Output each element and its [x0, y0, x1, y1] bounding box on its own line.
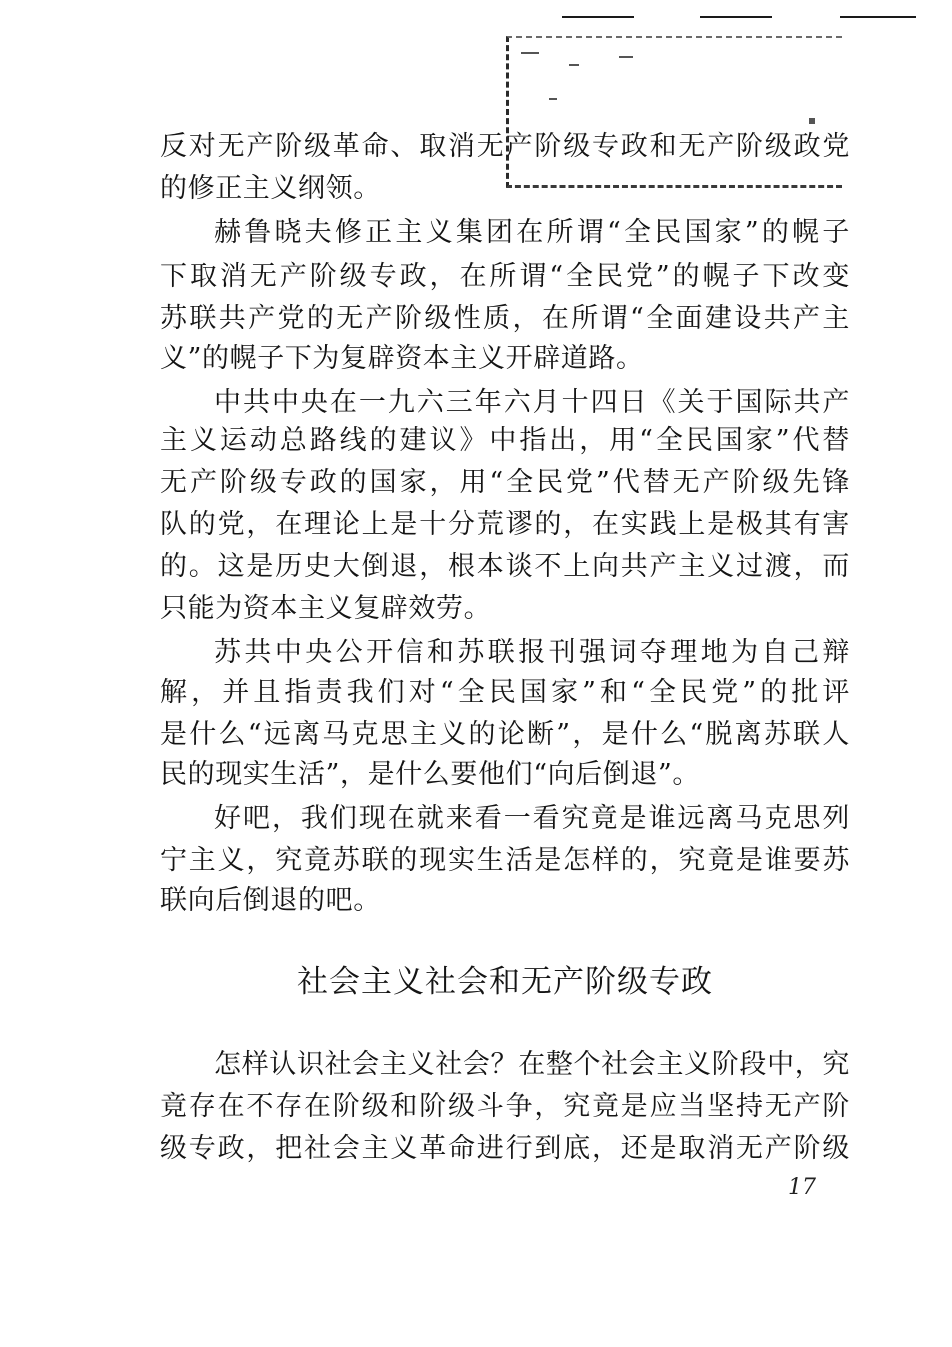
header-rule-2 — [700, 16, 772, 18]
text-line: 反对无产阶级革命、取消无产阶级专政和无产阶级政党 — [160, 131, 850, 162]
text-line: 义”的幌子下为复辟资本主义开辟道路。 — [160, 343, 644, 374]
text-line: 主义运动总路线的建议》中指出，用“全民国家”代替 — [160, 425, 850, 456]
library-stamp — [506, 36, 842, 188]
stamp-speck — [549, 98, 557, 100]
text-line: 好吧，我们现在就来看一看究竟是谁远离马克思列 — [214, 803, 850, 834]
text-line: 苏共中央公开信和苏联报刊强词夺理地为自己辩 — [214, 637, 850, 668]
text-line: 怎样认识社会主义社会？在整个社会主义阶段中，究 — [214, 1049, 850, 1080]
text-line: 竟存在不存在阶级和阶级斗争，究竟是应当坚持无产阶 — [160, 1091, 850, 1122]
text-line: 中共中央在一九六三年六月十四日《关于国际共产 — [214, 387, 850, 418]
stamp-speck — [521, 52, 539, 54]
stamp-speck — [569, 64, 579, 66]
text-line: 队的党，在理论上是十分荒谬的，在实践上是极其有害 — [160, 509, 850, 540]
text-line: 级专政，把社会主义革命进行到底，还是取消无产阶级 — [160, 1133, 850, 1164]
text-line: 下取消无产阶级专政，在所谓“全民党”的幌子下改变 — [160, 261, 850, 292]
text-line: 宁主义，究竟苏联的现实生活是怎样的，究竟是谁要苏 — [160, 845, 850, 876]
text-line: 的。这是历史大倒退，根本谈不上向共产主义过渡，而 — [160, 551, 850, 582]
text-line: 民的现实生活”，是什么要他们“向后倒退”。 — [160, 759, 701, 790]
text-line: 联向后倒退的吧。 — [160, 885, 381, 916]
header-rule-3 — [840, 16, 916, 18]
section-heading: 社会主义社会和无产阶级专政 — [297, 964, 713, 1000]
text-line: 是什么“远离马克思主义的论断”，是什么“脱离苏联人 — [160, 719, 850, 750]
text-line: 苏联共产党的无产阶级性质，在所谓“全面建设共产主 — [160, 303, 850, 334]
text-line: 无产阶级专政的国家，用“全民党”代替无产阶级先锋 — [160, 467, 850, 498]
text-line: 只能为资本主义复辟效劳。 — [160, 593, 492, 624]
stamp-speck — [619, 56, 633, 58]
header-rule-1 — [562, 16, 634, 18]
text-line: 的修正主义纲领。 — [160, 173, 381, 204]
page-number: 17 — [788, 1175, 816, 1200]
text-line: 解，并且指责我们对“全民国家”和“全民党”的批评 — [160, 677, 850, 708]
text-line: 赫鲁晓夫修正主义集团在所谓“全民国家”的幌子 — [214, 217, 850, 248]
stamp-speck — [809, 118, 815, 124]
